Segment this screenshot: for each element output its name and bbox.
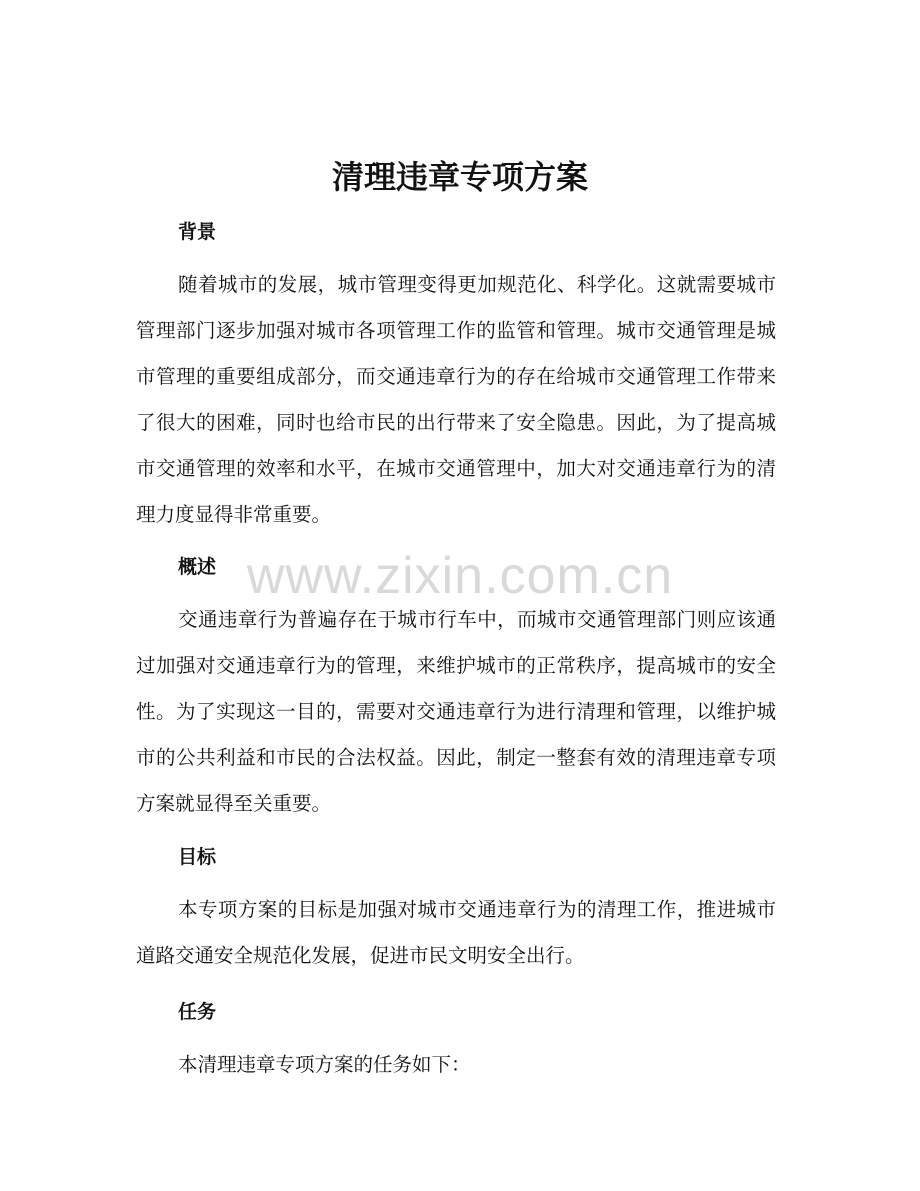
watermark: www.zixin.com.cn bbox=[246, 547, 674, 605]
section-heading-overview: 概述 bbox=[178, 556, 217, 578]
section-paragraph-tasks: 本清理违章专项方案的任务如下： bbox=[178, 1053, 471, 1076]
section-heading-goal: 目标 bbox=[178, 846, 217, 868]
section-paragraph-overview: 交通违章行为普遍存在于城市行车中，而城市交通管理部门则应该通过加强对交通违章行为的管理，来维护城市的正常秩序，提高城市的安全性。为了实现这一目的，需要对交通违章行为进行清理和管理，以维护城市的公共利益和市民的合法权益。因此，制定一整套有效的清理违章专项方案就显得至关重要。 bbox=[136, 608, 776, 815]
document-title: 清理违章专项方案 bbox=[331, 158, 588, 196]
section-paragraph-goal: 本专项方案的目标是加强对城市交通违章行为的清理工作，推进城市道路交通安全规范化发展，促进市民文明安全出行。 bbox=[136, 898, 776, 967]
section-heading-tasks: 任务 bbox=[178, 1001, 217, 1023]
section-heading-background: 背景 bbox=[178, 221, 217, 243]
section-paragraph-background: 随着城市的发展，城市管理变得更加规范化、科学化。这就需要城市管理部门逐步加强对城市各项管理工作的监管和管理。城市交通管理是城市管理的重要组成部分，而交通违章行为的存在给城市交通管理工作带来了很大的困难，同时也给市民的出行带来了安全隐患。因此，为了提高城市交通管理的效率和水平，在城市交通管理中，加大对交通违章行为的清理力度显得非常重要。 bbox=[136, 273, 776, 526]
